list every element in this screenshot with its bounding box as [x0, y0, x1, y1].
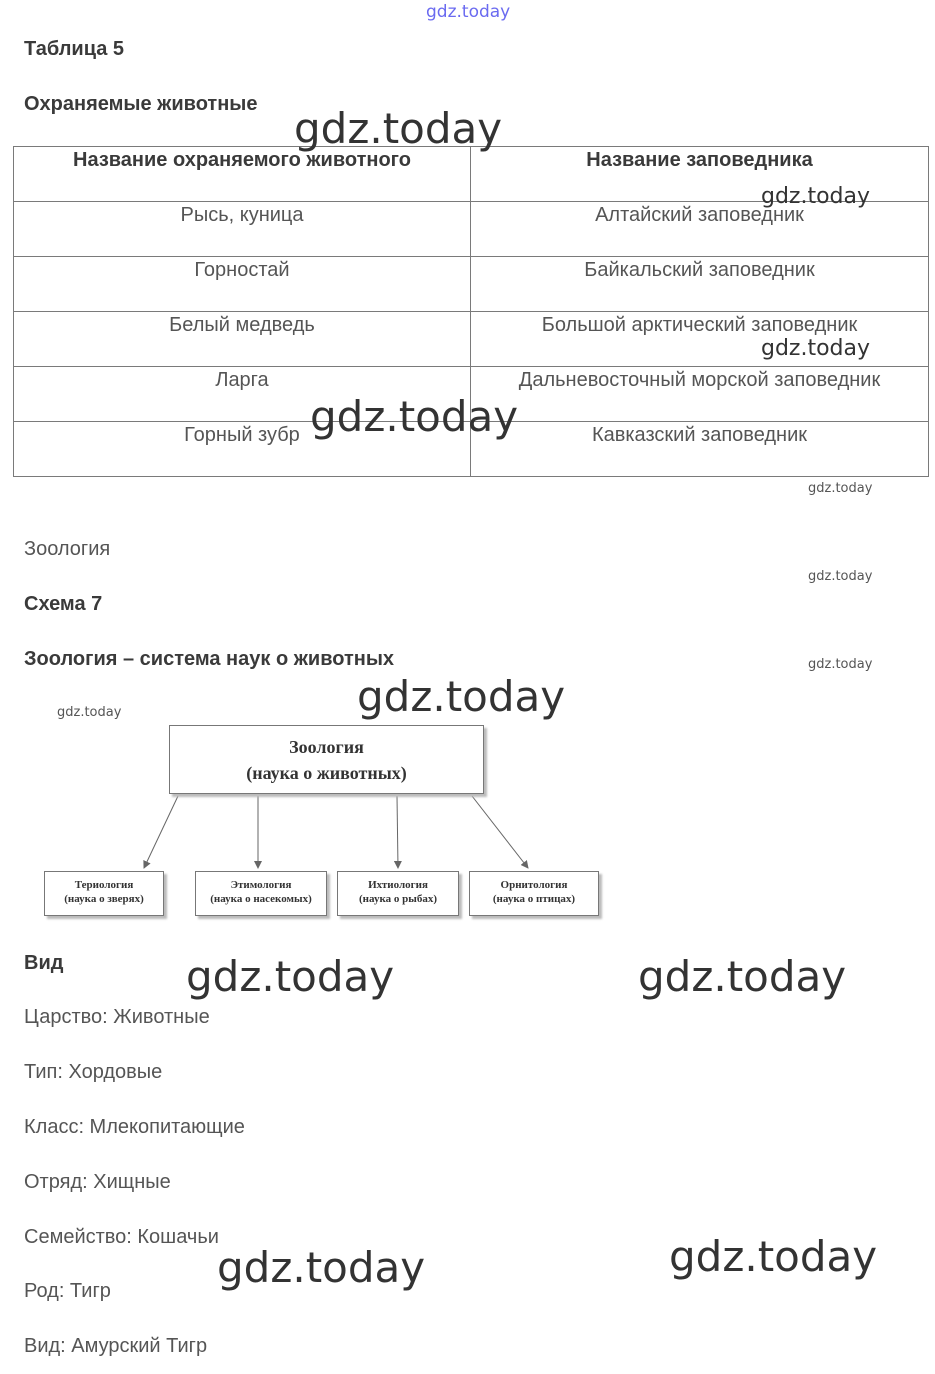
watermark: gdz.today [808, 657, 873, 672]
watermark: gdz.today [808, 481, 873, 496]
taxonomy-order: Отряд: Хищные [24, 1171, 171, 1193]
reserve-cell: Байкальский заповедник [471, 257, 929, 312]
reserve-cell: Большой арктический заповедник [471, 312, 929, 367]
animal-cell: Белый медведь [14, 312, 471, 367]
scheme-title: Зоология – система наук о животных [24, 648, 395, 670]
leaf-subtitle: (наука о птицах) [492, 893, 576, 905]
leaf-title: Териология [74, 879, 134, 891]
root-title: Зоология [289, 737, 364, 757]
table-title: Охраняемые животные [24, 93, 258, 115]
watermark: gdz.today [669, 1232, 878, 1281]
arrow-to-teriology [144, 796, 178, 868]
subject-label: Зоология [24, 538, 111, 560]
teriology-box [44, 871, 164, 916]
column-header-animal: Название охраняемого животного [14, 147, 471, 202]
taxonomy-family: Семейство: Кошачьи [24, 1226, 219, 1248]
leaf-title: Этимология [230, 879, 292, 891]
taxonomy-phylum: Тип: Хордовые [24, 1061, 163, 1083]
column-header-reserve: Название заповедника [471, 147, 929, 202]
ichthyology-box [337, 871, 459, 916]
watermark: gdz.today [761, 336, 871, 361]
watermark: gdz.today [357, 672, 566, 721]
taxonomy-species: Вид: Амурский Тигр [24, 1335, 208, 1357]
reserve-cell: Кавказский заповедник [471, 422, 929, 477]
watermark: gdz.today [761, 184, 871, 209]
watermark: gdz.today [638, 952, 847, 1001]
reserve-cell: Алтайский заповедник [471, 202, 929, 257]
animal-cell: Горностай [14, 257, 471, 312]
leaf-subtitle: (наука о зверях) [64, 893, 144, 905]
watermark-top: gdz.today [426, 2, 511, 22]
zoology-root-box [169, 725, 484, 794]
leaf-title: Орнитология [500, 879, 568, 891]
watermark: gdz.today [217, 1243, 426, 1292]
taxonomy-genus: Род: Тигр [24, 1280, 111, 1302]
leaf-subtitle: (наука о рыбах) [359, 893, 437, 905]
animal-cell: Рысь, куница [14, 202, 471, 257]
taxonomy-class: Класс: Млекопитающие [24, 1116, 245, 1138]
watermark: gdz.today [186, 952, 395, 1001]
watermark: gdz.today [310, 392, 519, 441]
scheme-caption: Схема 7 [24, 593, 103, 615]
watermark: gdz.today [294, 104, 503, 153]
root-subtitle: (наука о животных) [246, 763, 407, 783]
animal-cell: Горный зубр [14, 422, 471, 477]
table-caption: Таблица 5 [24, 38, 125, 60]
reserve-cell: Дальневосточный морской заповедник [471, 367, 929, 422]
leaf-subtitle: (наука о насекомых) [210, 893, 312, 905]
animal-cell: Ларга [14, 367, 471, 422]
watermark: gdz.today [57, 705, 122, 720]
arrow-to-ichthyology [397, 796, 398, 868]
watermark: gdz.today [808, 569, 873, 584]
etymology-box [195, 871, 327, 916]
arrow-to-ornithology [472, 796, 528, 868]
leaf-title: Ихтиология [368, 879, 428, 891]
taxonomy-heading: Вид [24, 952, 64, 974]
taxonomy-kingdom: Царство: Животные [24, 1006, 210, 1028]
ornithology-box [469, 871, 599, 916]
